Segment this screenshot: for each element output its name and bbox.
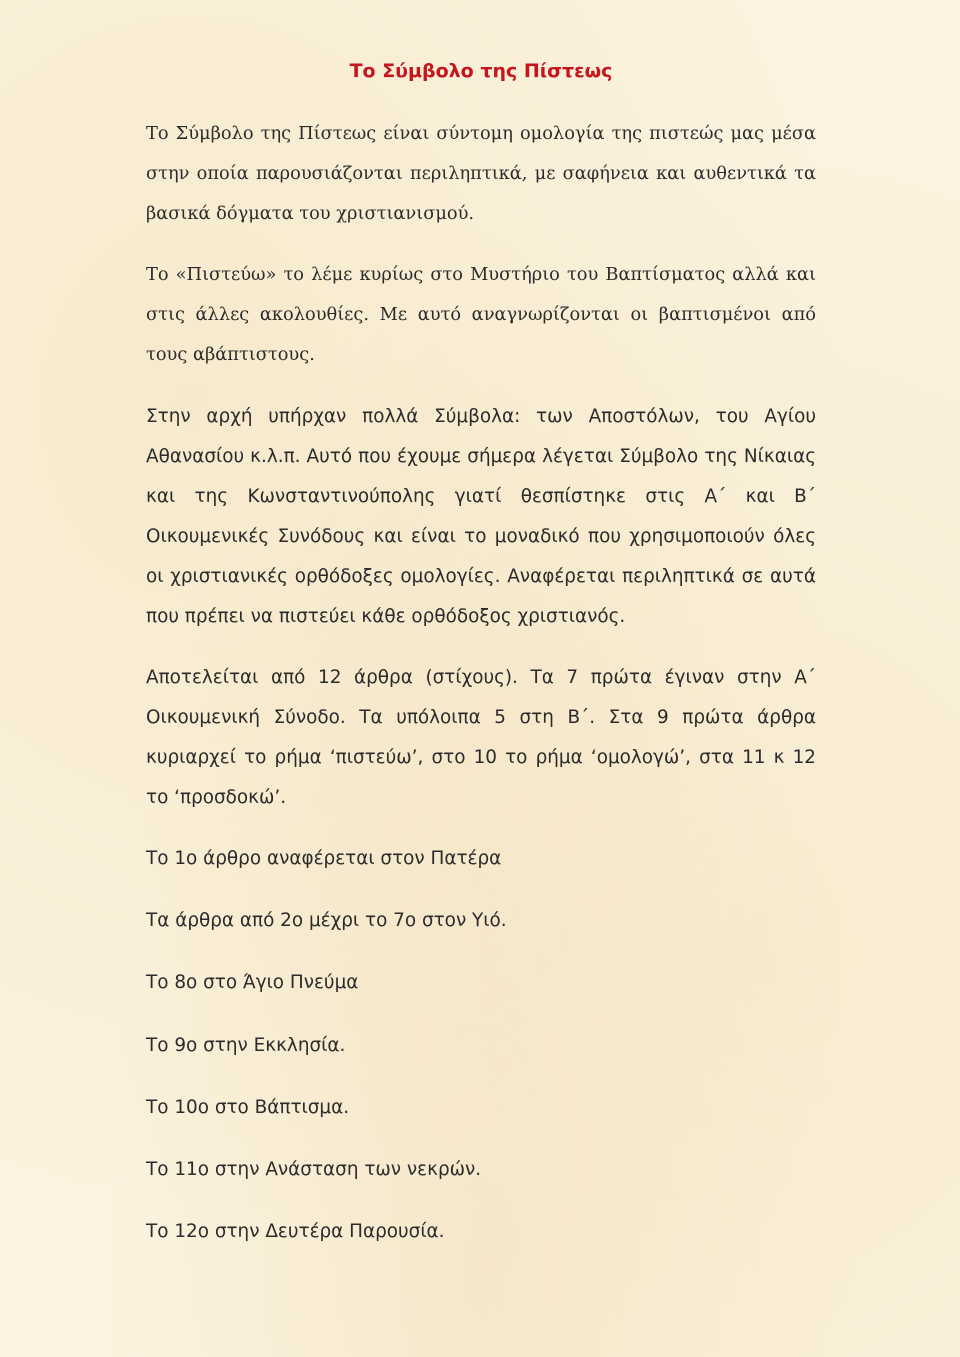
article-line: Το 12ο στην Δευτέρα Παρουσία. — [146, 1221, 445, 1242]
article-line: Το 1ο άρθρο αναφέρεται στον Πατέρα — [146, 848, 502, 869]
article-line: Το 11ο στην Ανάσταση των νεκρών. — [146, 1159, 482, 1180]
paragraph-definition: Το Σύμβολο της Πίστεως είναι σύντομη ομολογία της πιστεώς μας μέσα στην οποία παρουσιάζονται περιληπτικά, με σαφήνεια και αυθεντικά τα βασικά δόγματα του χριστιανισμού. — [146, 123, 816, 224]
paragraph-structure: Αποτελείται από 12 άρθρα (στίχους). Τα 7 πρώτα έγιναν στην Α΄ Οικουμενική Σύνοδο. Τα υπόλοιπα 5 στη Β΄. Στα 9 πρώτα άρθρα κυριαρχεί το ρήμα ‘πιστεύω’, στο 10 το ρήμα ‘ομολογώ’, στα 11 κ 12 το ‘προσδοκώ’. — [146, 667, 816, 808]
article-line: Το 9ο στην Εκκλησία. — [146, 1035, 346, 1056]
article-line: Το 8ο στο Άγιο Πνεύμα — [146, 972, 359, 993]
article-line: Το 10ο στο Βάπτισμα. — [146, 1097, 350, 1118]
paragraph-usage: Το «Πιστεύω» το λέμε κυρίως στο Μυστήριο του Βαπτίσματος αλλά και στις άλλες ακολουθίες. Με αυτό αναγνωρίζονται οι βαπτισμένοι από τους αβάπτιστους. — [146, 264, 816, 365]
article-line: Τα άρθρα από 2ο μέχρι το 7ο στον Υιό. — [146, 910, 507, 931]
page-title: Το Σύμβολο της Πίστεως — [349, 60, 613, 82]
paragraph-history: Στην αρχή υπήρχαν πολλά Σύμβολα: των Αποστόλων, του Αγίου Αθανασίου κ.λ.π. Αυτό που έχουμε σήμερα λέγεται Σύμβολο της Νίκαιας και της Κωνσταντινούπολης γιατί θεσπίστηκε στις Α΄ και Β΄ Οικουμενικές Συνόδους και είναι το μοναδικό που χρησιμοποιούν όλες οι χριστιανικές ορθόδοξες ομολογίες. Αναφέρεται περιληπτικά σε αυτά που πρέπει να πιστεύει κάθε ορθόδοξος χριστιανός. — [146, 406, 816, 627]
